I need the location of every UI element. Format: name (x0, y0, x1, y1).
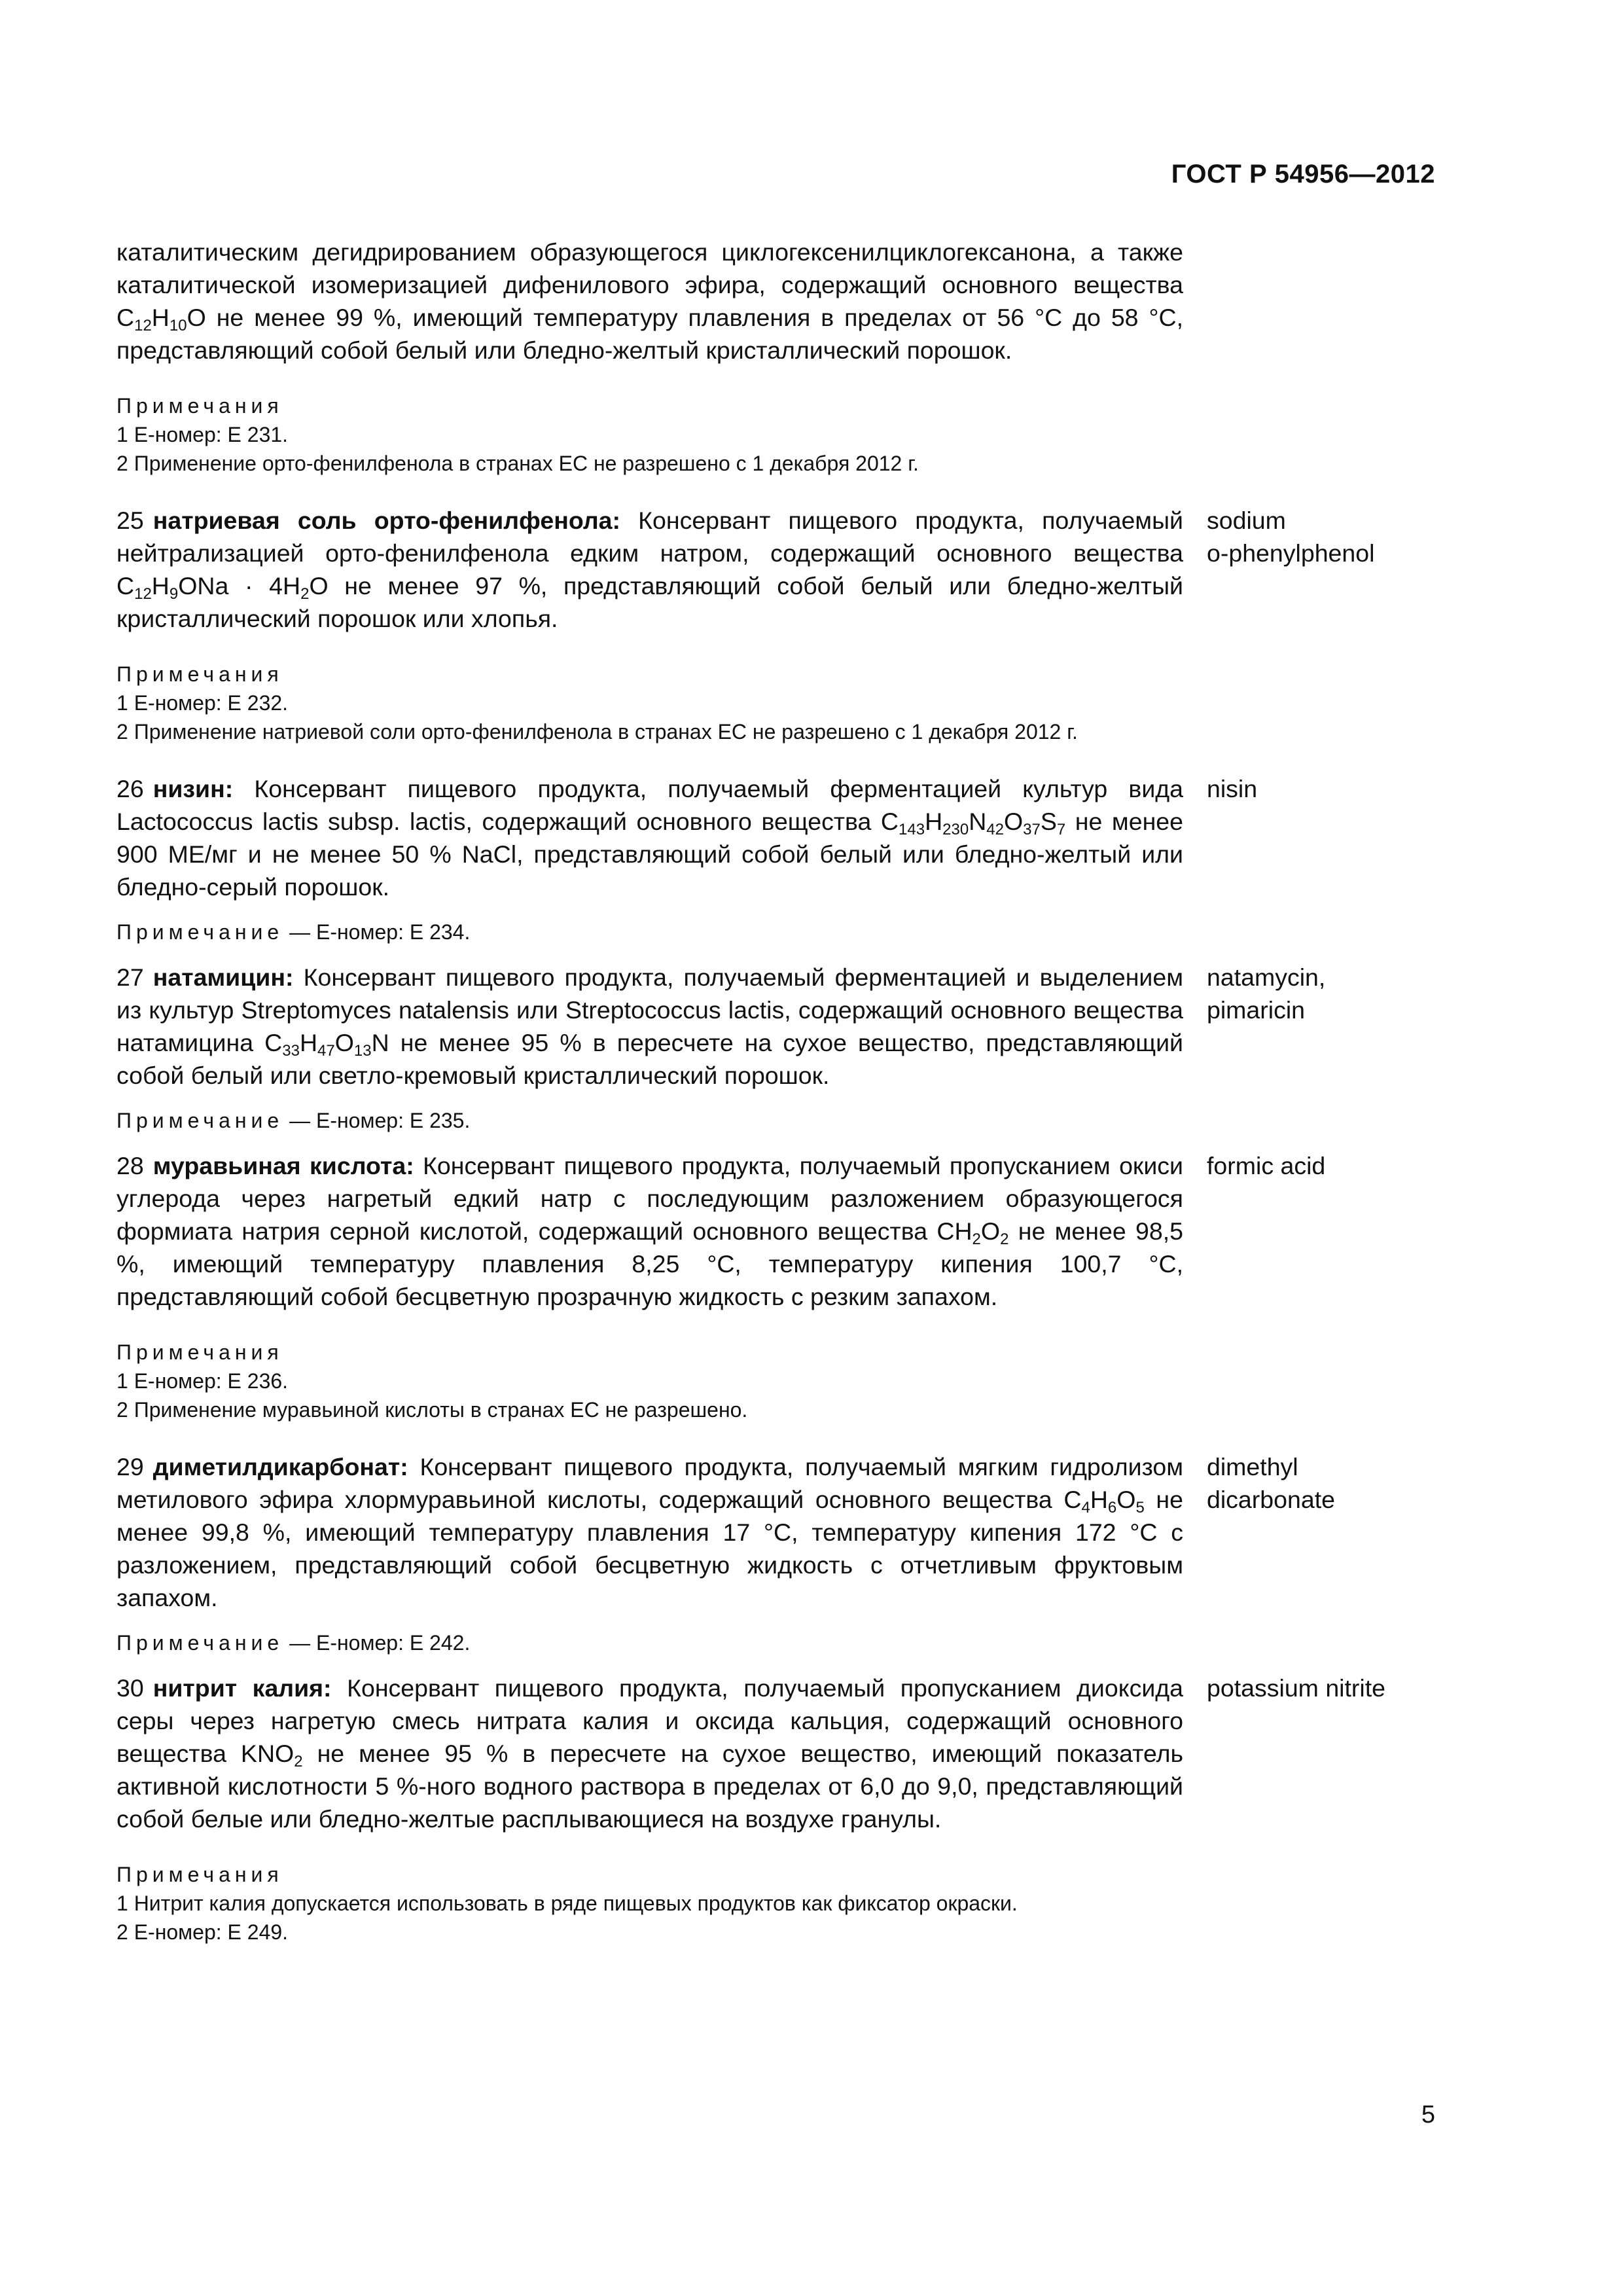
note-line: 2 Применение натриевой соли орто-фенилфенола в странах ЕС не разрешено с 1 декабря 2012 г. (116, 720, 1078, 744)
note-line: 1 Е-номер: Е 231. (116, 423, 289, 446)
entry-28 (116, 1149, 1452, 1313)
entry-26 (116, 772, 1452, 903)
entry-25 (116, 504, 1452, 635)
note-line: 2 Применение муравьиной кислоты в странах ЕС не разрешено. (116, 1398, 748, 1422)
entry-30-term: нитрит калия: (152, 1674, 332, 1702)
entry-28-english-term: formic acid (1207, 1152, 1326, 1179)
notes-heading: Примечания (116, 1863, 283, 1886)
entry-25-notes (116, 660, 1183, 746)
entry-24-continuation (116, 236, 1452, 367)
notes-heading: Примечания (116, 662, 283, 686)
entry-26-term: низин: (152, 775, 234, 802)
entry-25-term: натриевая соль орто-фенилфенола: (152, 507, 620, 534)
note-line: 2 Применение орто-фенилфенола в странах ЕС не разрешено с 1 декабря 2012 г. (116, 452, 919, 475)
entry-28-term: муравьиная кислота: (152, 1152, 414, 1179)
entry-26-text: 26 низин: Консервант пищевого продукта, получаемый ферментацией культур вида Lactococcus lactis subsp. lactis, содержащий основного вещества $C_{143}H_{230}N_{42}O_{37}S_7$ не менее 900 МЕ/мг и не менее 50 % NaCl, представляющий собой белый или бледно-желтый или бледно-серый порошок. (116, 775, 1183, 901)
page-number: 5 (1421, 2101, 1435, 2128)
entry-27-english-term: natamycin, pimaricin (1207, 963, 1326, 1024)
document-id-header: ГОСТ Р 54956—2012 (1171, 160, 1435, 188)
entry-24-notes (116, 391, 1183, 478)
note-line: 1 Е-номер: Е 232. (116, 691, 289, 715)
entry-29-text: 29 диметилдикарбонат: Консервант пищевого продукта, получаемый мягким гидролизом метилового эфира хлормуравьиной кислоты, содержащий основного вещества $C_4H_6O_5$ не менее 99,8 %, имеющий температуру плавления 17 °С, температуру кипения 172 °С с разложением, представляющий собой бесцветную жидкость с отчетливым фруктовым запахом. (116, 1453, 1183, 1611)
entry-25-english-term: sodium o-phenylphenol (1207, 507, 1375, 567)
entry-30-text: 30 нитрит калия: Консервант пищевого продукта, получаемый пропусканием диоксида серы через нагретую смесь нитрата калия и оксида кальция, содержащий основного вещества $KNO_2$ не менее 95 % в пересчете на сухое вещество, имеющий показатель активной кислотности 5 %-ного водного раствора в пределах от 6,0 до 9,0, представляющий собой белые или бледно-желтые расплывающиеся на воздухе гранулы. (116, 1674, 1184, 1833)
entry-26-note: Примечание — Е-номер: Е 234. (116, 920, 471, 944)
entry-26-english-term: nisin (1207, 775, 1258, 802)
entry-29-english-term: dimethyl dicarbonate (1207, 1453, 1335, 1513)
entry-27-term: натамицин: (152, 963, 294, 991)
document-body (116, 236, 1452, 1946)
entry-30-notes (116, 1860, 1183, 1946)
entry-27-text: 27 натамицин: Консервант пищевого продукта, получаемый ферментацией и выделением из культур Streptomyces natalensis или Streptococcus lactis, содержащий основного вещества натамицина $C_{33}H_{47}O_{13}N$ не менее 95 % в пересчете на сухое вещество, представляющий собой белый или светло-кремовый кристаллический порошок. (116, 963, 1183, 1089)
note-line: 1 Нитрит калия допускается использовать в ряде пищевых продуктов как фиксатор окраски. (116, 1892, 1018, 1915)
entry-29-note: Примечание — Е-номер: Е 242. (116, 1631, 471, 1655)
entry-30 (116, 1672, 1452, 1835)
notes-heading: Примечания (116, 1340, 283, 1364)
entry-27-note: Примечание — Е-номер: Е 235. (116, 1109, 471, 1132)
notes-heading: Примечания (116, 394, 283, 418)
note-line: 1 Е-номер: Е 236. (116, 1369, 289, 1393)
entry-28-text: 28 муравьиная кислота: Консервант пищевого продукта, получаемый пропусканием окиси углерода через нагретый едкий натр с последующим разложением образующегося формиата натрия серной кислотой, содержащий основного вещества $CH_2O_2$ не менее 98,5 %, имеющий температуру плавления 8,25 °С, температуру кипения 100,7 °С, представляющий собой бесцветную прозрачную жидкость с резким запахом. (116, 1152, 1183, 1310)
entry-30-english-term: potassium nitrite (1207, 1674, 1386, 1702)
entry-28-notes (116, 1338, 1183, 1424)
entry-25-text: 25 натриевая соль орто-фенилфенола: Консервант пищевого продукта, получаемый нейтрализацией орто-фенилфенола едким натром, содержащий основного вещества $C_{12}H_9ONa \cdot 4H_2O$ не менее 97 %, представляющий собой белый или бледно-желтый кристаллический порошок или хлопья. (116, 507, 1183, 632)
note-line: 2 Е-номер: Е 249. (116, 1920, 289, 1944)
entry-27 (116, 961, 1452, 1092)
entry-24-text: каталитическим дегидрированием образующегося циклогексенилциклогексанона, а также каталитической изомеризацией дифенилового эфира, содержащий основного вещества $C_{12}H_{10}O$ не менее 99 %, имеющий температуру плавления в пределах от 56 °С до 58 °С, представляющий собой белый или бледно-желтый кристаллический порошок. (116, 238, 1183, 364)
entry-29 (116, 1450, 1452, 1614)
entry-29-term: диметилдикарбонат: (152, 1453, 408, 1480)
